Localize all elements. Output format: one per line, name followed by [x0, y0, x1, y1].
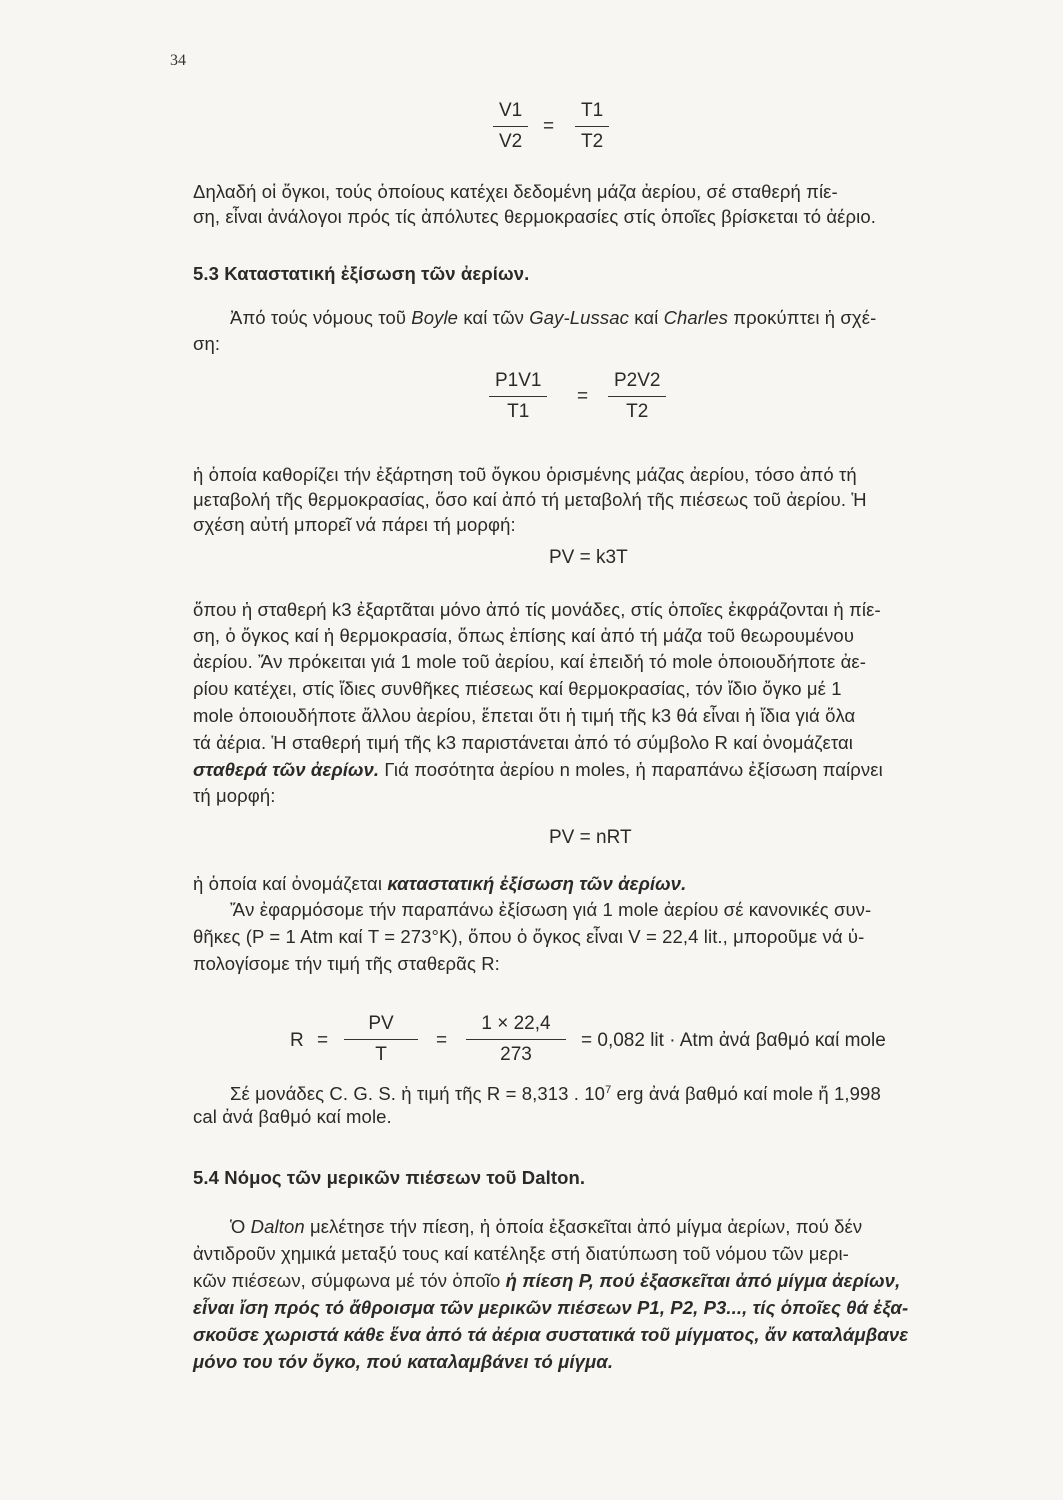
dalton-law-statement-start: ἡ πίεση P, πού ἐξασκεῖται ἀπό μίγμα ἀερίων, [505, 1270, 901, 1291]
eq5-fraction-numeric [466, 1013, 566, 1066]
eq5-f2-denominator: 273 [500, 1044, 532, 1065]
eq5-f2-numerator: 1 × 22,4 [481, 1013, 551, 1034]
para7-text-a: Σέ μονάδες C. G. S. ἡ τιμή τῆς R = 8,313 . 10 [230, 1083, 606, 1104]
para8-line3 [193, 1269, 901, 1293]
equation-of-state-term: καταστατική ἐξίσωση τῶν ἀερίων. [387, 873, 687, 894]
para4-line5: mole ὁποιουδήποτε ἄλλου ἀερίου, ἕπεται ὅτι ἡ τιμή τῆς k3 θά εἶναι ἡ ἴδια γιά ὅλα [193, 705, 856, 726]
gay-lussac-name: Gay-Lussac [529, 307, 629, 328]
dalton-name: Dalton [250, 1216, 305, 1237]
para1-line1: Δηλαδή οἱ ὄγκοι, τούς ὁποίους κατέχει δεδομένη μάζα ἀερίου, σέ σταθερή πίε- [193, 181, 838, 202]
para3-line2: μεταβολή τῆς θερμοκρασίας, ὅσο καί ἀπό τή μεταβολή τῆς πιέσεως τοῦ ἀερίου. Ἡ [193, 489, 867, 510]
eq5-f1-numerator: PV [368, 1013, 394, 1034]
para2-text-c: καί [628, 307, 664, 328]
eq4-pv-nrt: PV = nRT [549, 827, 632, 848]
eq2-rhs-denominator: T2 [626, 401, 649, 422]
para4b-rest: Γιά ποσότητα ἀερίου n moles, ἡ παραπάνω ἐξίσωση παίρνει [379, 759, 883, 780]
eq3-pv-k3t: PV = k3T [549, 547, 628, 568]
eq1-rhs-fraction [575, 100, 609, 153]
eq1-lhs-fraction [493, 100, 528, 153]
boyle-name: Boyle [411, 307, 459, 328]
para7-line1 [230, 1078, 881, 1106]
eq5-result: = 0,082 lit · Atm ἀνά βαθμό καί mole [581, 1030, 886, 1051]
para3-line3: σχέση αὐτή μπορεῖ νά πάρει τή μορφή: [193, 514, 516, 535]
para7-line2: cal ἀνά βαθμό καί mole. [193, 1106, 392, 1127]
para5-text: ἡ ὁποία καί ὀνομάζεται [193, 873, 388, 894]
eq1-equals: = [543, 116, 555, 137]
gas-constant-term: σταθερά τῶν ἀερίων. [193, 759, 380, 780]
para4-line4: ρίου κατέχει, στίς ἴδιες συνθῆκες πιέσεως καί θερμοκρασίας, τόν ἴδιο ὄγκο μέ 1 [193, 678, 842, 699]
eq2-rhs-numerator: P2V2 [614, 370, 661, 391]
para8-text-a: Ὁ [230, 1216, 251, 1237]
page-number: 34 [170, 52, 186, 69]
charles-name: Charles [663, 307, 729, 328]
eq2-lhs-numerator: P1V1 [495, 370, 542, 391]
para8-line6: μόνο του τόν ὄγκο, πού καταλαμβάνει τό μίγμα. [193, 1351, 614, 1372]
para6-line1: Ἄν ἐφαρμόσομε τήν παραπάνω ἐξίσωση γιά 1 mole ἀερίου σέ κανονικές συν- [230, 899, 872, 920]
para8-line1 [230, 1215, 863, 1239]
para2-line1 [230, 306, 877, 330]
eq1-lhs-numerator: V1 [499, 100, 523, 121]
eq2-lhs-fraction [489, 370, 547, 423]
para6-line2: θῆκες (P = 1 Atm καί T = 273°K), ὅπου ὁ ὄγκος εἶναι V = 22,4 lit., μποροῦμε νά ὑ- [193, 926, 865, 947]
para1-line2: ση, εἶναι ἀνάλογοι πρός τίς ἀπόλυτες θερμοκρασίες στίς ὁποῖες βρίσκεται τό ἀέριο. [193, 206, 876, 227]
eq5-r: R [290, 1030, 304, 1051]
para4-line3: ἀερίου. Ἄν πρόκειται γιά 1 mole τοῦ ἀερίου, καί ἐπειδή τό mole ὁποιουδήποτε ἀε- [193, 651, 867, 672]
eq1-rhs-denominator: T2 [581, 131, 604, 152]
para7-exponent: 7 [605, 1084, 612, 1096]
para2-text-d: προκύπτει ἡ σχέ- [728, 307, 877, 328]
para8-line2: ἀντιδροῦν χημικά μεταξύ τους καί κατέληξε στή διατύπωση τοῦ νόμου τῶν μερι- [193, 1243, 849, 1264]
eq2-equals: = [577, 386, 589, 407]
para6-line3: πολογίσομε τήν τιμή τῆς σταθερᾶς R: [193, 953, 500, 974]
eq2-lhs-denominator: T1 [507, 401, 530, 422]
eq5-equals-1: = [317, 1030, 329, 1051]
para4b-line1 [193, 758, 883, 782]
eq1-lhs-denominator: V2 [499, 131, 523, 152]
para2-text-b: καί τῶν [458, 307, 530, 328]
para8-text-b: μελέτησε τήν πίεση, ἡ ὁποία ἐξασκεῖται ἀπό μίγμα ἀερίων, πού δέν [304, 1216, 863, 1237]
para2-line2: ση: [193, 333, 221, 354]
para4-line6: τά ἀέρια. Ἡ σταθερή τιμή τῆς k3 παριστάνεται ἀπό τό σύμβολο R καί ὀνομάζεται [193, 732, 854, 753]
eq1-rhs-numerator: T1 [581, 100, 604, 121]
para8-text-c: κῶν πιέσεων, σύμφωνα μέ τόν ὁποῖο [193, 1270, 506, 1291]
para4-line1: ὅπου ἡ σταθερή k3 ἐξαρτᾶται μόνο ἀπό τίς μονάδες, στίς ὁποῖες ἐκφράζονται ἡ πίε- [193, 599, 881, 620]
eq5-f1-denominator: T [375, 1044, 387, 1065]
para8-line4: εἶναι ἴση πρός τό ἄθροισμα τῶν μερικῶν πιέσεων P1, P2, P3..., τίς ὁποῖες θά ἐξα- [193, 1297, 909, 1318]
para3-line1: ἡ ὁποία καθορίζει τήν ἐξάρτηση τοῦ ὄγκου ὁρισμένης μάζας ἀερίου, τόσο ἀπό τή [193, 464, 857, 485]
section-heading-5-3: 5.3 Καταστατική ἐξίσωση τῶν ἀερίων. [193, 263, 530, 284]
para2-text-a: Ἀπό τούς νόμους τοῦ [230, 307, 412, 328]
section-heading-5-4: 5.4 Νόμος τῶν μερικῶν πιέσεων τοῦ Dalton. [193, 1167, 586, 1188]
para4b-line2: τή μορφή: [193, 785, 276, 806]
para5-line [193, 872, 821, 896]
para8-line5: σκοῦσε χωριστά κάθε ἕνα ἀπό τά ἀέρια συστατικά τοῦ μίγματος, ἄν καταλάμβανε [193, 1324, 909, 1345]
eq5-fraction-pv-t [344, 1013, 418, 1066]
para4-line2: ση, ὁ ὄγκος καί ἡ θερμοκρασία, ὅπως ἐπίσης καί ἀπό τή μάζα τοῦ θεωρουμένου [193, 625, 855, 646]
eq2-rhs-fraction [608, 370, 666, 423]
eq5-equals-2: = [436, 1030, 448, 1051]
para7-text-b: erg ἀνά βαθμό καί mole ἤ 1,998 [611, 1083, 881, 1104]
